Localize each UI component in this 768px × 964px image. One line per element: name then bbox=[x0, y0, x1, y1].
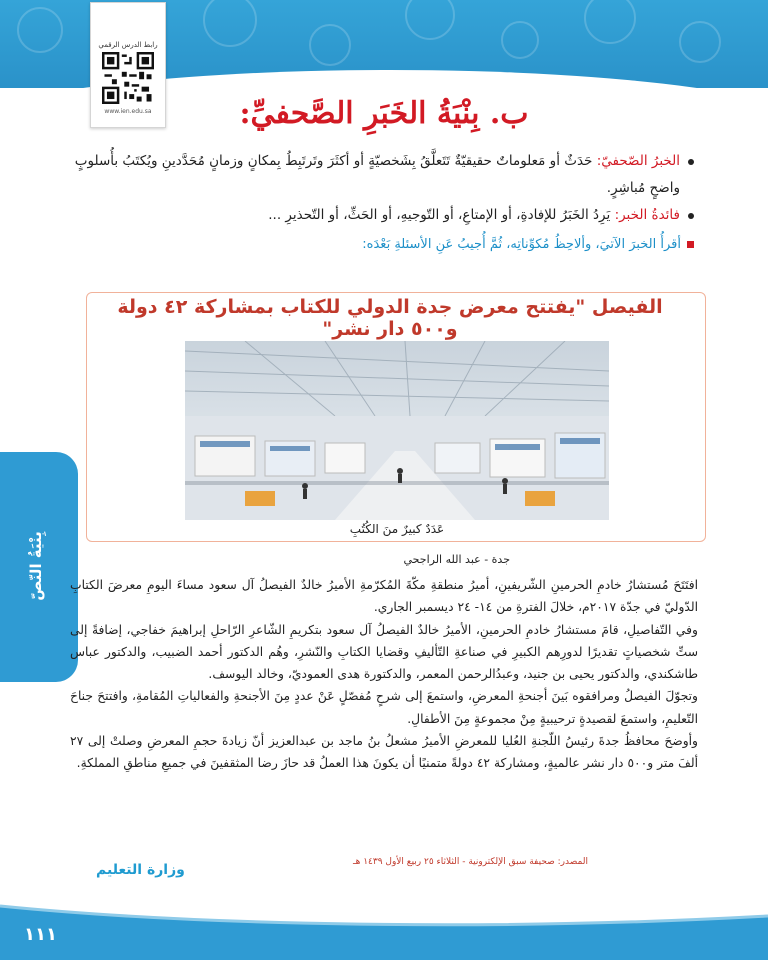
book-fair-photo bbox=[185, 341, 609, 520]
section-title: ب. بِنْيَةُ الخَبَرِ الصَّحفيِّ: bbox=[239, 96, 529, 131]
qr-url[interactable]: www.ien.edu.sa bbox=[104, 108, 152, 115]
definition-term: الخبرُ الصّحفيّ: bbox=[596, 153, 680, 169]
qr-label: رابط الدرس الرقمي bbox=[98, 41, 158, 49]
definition-text: يَرِدُ الخَبَرُ للإفادةِ، أو الإمتاعِ، أو التّوجيهِ، أو الحَثِّ، أو التّحذيرِ ... bbox=[268, 207, 615, 223]
definition-item bbox=[74, 148, 694, 202]
definitions-list bbox=[74, 148, 694, 258]
news-body bbox=[70, 574, 698, 775]
news-paragraph: وفي التّفاصيلِ، قامَ مستشارُ خادمِ الحرمينِ، الأميرُ خالدٌ الفيصلُ آل سعود بتكريمِ الشّاعرِ الرّاحلِ إبراهيمَ خفاجي، إضافةً إلى ستِّ شخصياتٍ تقديرًا لدورِهم الكبيرِ في صناعةِ التّأليفِ وقضايا الكتابِ والنّشرِ، وهُم الدكتور أحمد الضبيب، والدكتور عباس طاشكندي، والدكتور يحيى بن جنيد، وعبدُالرحمن المعمر، والدكتورة هدى العموديّ، وخالد اليوسف. bbox=[70, 622, 698, 682]
definition-item bbox=[74, 202, 694, 229]
page-number: ١١١ bbox=[24, 924, 57, 945]
instruction-text: أقرأُ الخبرَ الآتيَ، وألاحِظُ مُكوِّناتِه، ثُمَّ أُجيبُ عَنِ الأسئلةِ بَعْدَه: bbox=[362, 237, 681, 252]
news-byline: جدة - عبد الله الراجحي bbox=[403, 553, 510, 566]
ministry-logo: وزارة التعليم bbox=[96, 862, 185, 878]
definition-term: فائدةُ الخبر: bbox=[614, 207, 680, 223]
footer-band bbox=[0, 876, 768, 960]
side-tab-label: بِنْيَةُ النّصّ bbox=[27, 531, 45, 601]
square-bullet-icon bbox=[687, 241, 694, 248]
definition-text: حَدَثٌ أو مَعلوماتٌ حقيقيّةٌ تَتَعلَّقُ بِشَخصيّةٍ أو أكثَرَ وتَرتَبِطُ بِمكانٍ وزمانٍ مُحَدَّدينِ ويُكتَبُ بأُسلوبٍ واضحٍ مُباشِرٍ. bbox=[74, 153, 680, 196]
news-source: المصدر: صحيفة سبق الإلكترونية - الثلاثاء ٢٥ ربيع الأول ١٤٣٩ هـ bbox=[352, 857, 588, 867]
reading-instruction bbox=[74, 231, 694, 258]
news-headline: الفيصل "يفتتح معرض جدة الدولي للكتاب بمشاركة ٤٢ دولة و٥٠٠ دار نشر" bbox=[117, 296, 663, 340]
news-paragraph: وتجوّلَ الفيصلُ ومرافقوه بَينَ أجنحةِ المعرضِ، واستمعَ إلى شرحٍ مُفصّلٍ عَنْ عددٍ مِنَ الأجنحةِ والفعالياتِ المُقامةِ، وافتتحَ جناحَ التّعليمِ، واستمعَ لقصيدةٍ ترحيبيةٍ مِنْ مجموعةٍ مِنَ الأطفالِ. bbox=[70, 689, 698, 726]
photo-caption: عَدَدٌ كبيرٌ منَ الكُتُبِ bbox=[349, 522, 445, 536]
news-paragraph: وأوضحَ محافظُ جدةَ رئيسُ اللّجنةِ العُليا للمعرضِ الأميرُ مشعلُ بنُ ماجد بن عبدالعزيز أنّ زيادةَ حجمِ المعرضِ وصلتْ إلى ٢٧ ألفَ متر و٥٠٠ دار نشر عالميةٍ، ومشاركة ٤٢ دولةً متمنيًا أن يكونَ هذا العملُ قد حازَ رضا المثقفينَ في جميعِ مناطقِ المملكةِ. bbox=[70, 734, 698, 771]
news-paragraph: افتَتَحَ مُستشارُ خادمِ الحرمينِ الشّريفينِ، أميرُ منطقةِ مكّةَ المُكرّمةِ الأميرُ خالدٌ الفيصلُ آل سعود مساءَ اليومِ معرضَ الكتابِ الدّوليّ في جدّة ٢٠١٧م، خلالَ الفترةِ من ١٤- ٢٤ ديسمبر الجاري. bbox=[70, 578, 698, 615]
